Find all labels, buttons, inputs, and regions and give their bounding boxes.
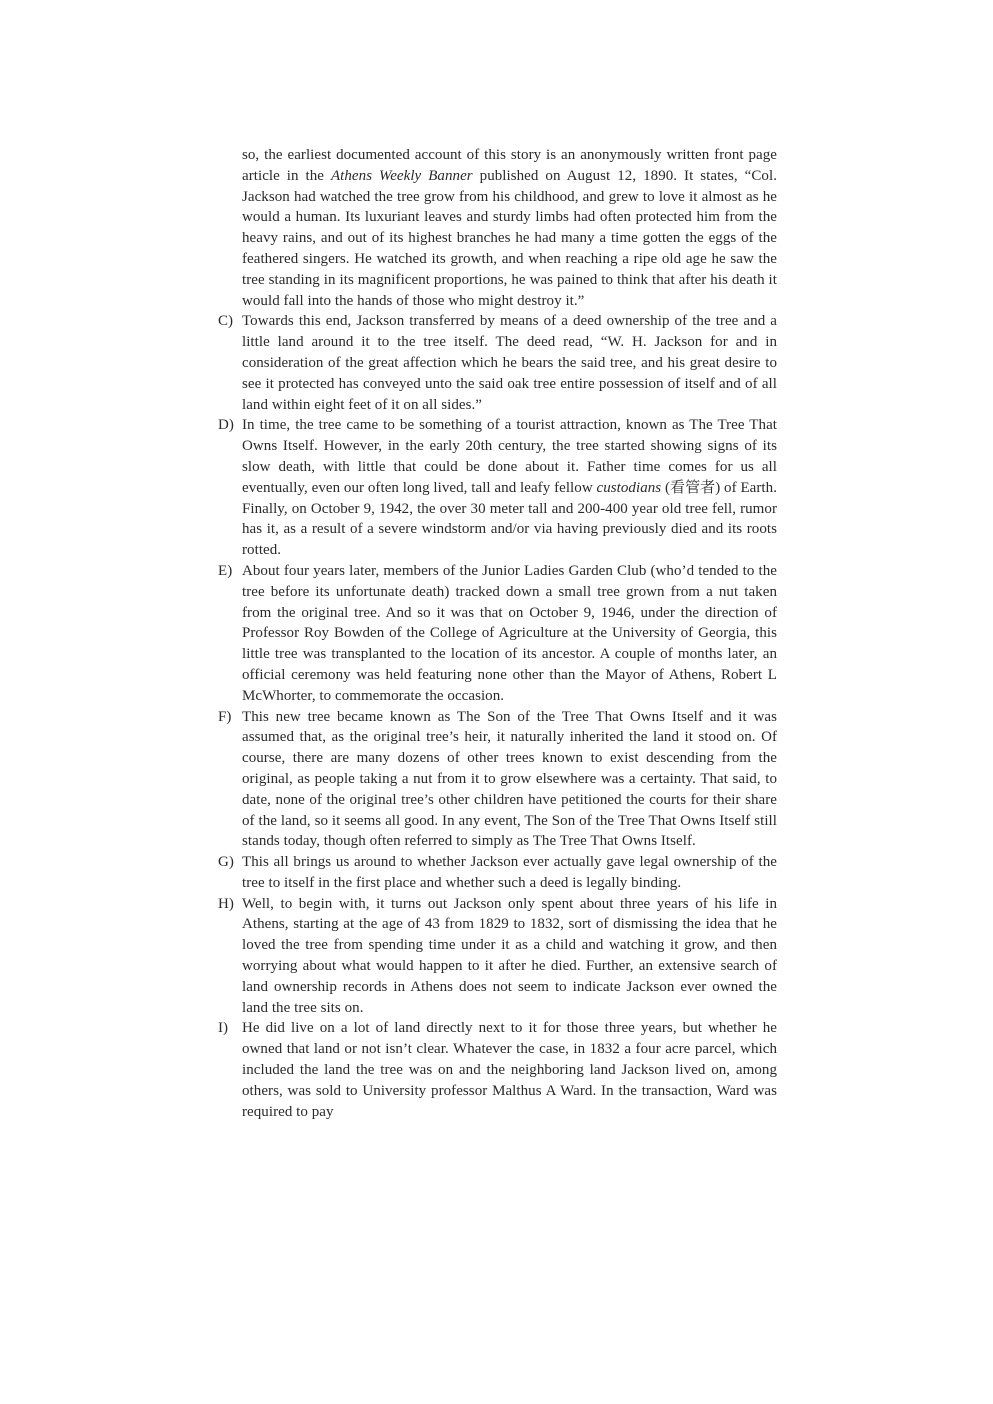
- paragraph-text: [242, 854, 777, 891]
- body-text: so, the earliest documented account of this story is an anonymously written front page article in the: [242, 147, 777, 184]
- passage: [218, 145, 777, 1122]
- paragraph-i: [218, 1018, 777, 1122]
- body-text: About four years later, members of the Junior Ladies Garden Club (who’d tended to the tree before its unfortunate death) tracked down a small tree grown from a nut taken from the original tree. And so it was that on October 9, 1946, under the direction of Professor Roy Bowden of the College of Agriculture at the University of Georgia, this little tree was transplanted to the location of its ancestor. A couple of months later, an official ceremony was held featuring none other than the Mayor of Athens, Robert L McWhorter, to commemorate the occasion.: [242, 562, 777, 704]
- paragraph-label: E): [218, 562, 233, 579]
- paragraph-text: [242, 147, 777, 309]
- body-text: published on August 12, 1890. It states, “Col. Jackson had watched the tree grow from his childhood, and grew to love it almost as he would a human. Its luxuriant leaves and sturdy limbs had often protected him from the heavy rains, and out of its highest branches he had many a time gotten the eggs of the feathered singers. He watched its growth, and when reaching a ripe old age he saw the tree standing in its magnificent proportions, he was pained to think that after his death it would fall into the hands of those who might destroy it.”: [242, 167, 777, 309]
- paragraph-d: [218, 415, 777, 561]
- paragraph-label: G): [218, 854, 234, 871]
- paragraph-label: F): [218, 708, 232, 725]
- italic-text: Athens Weekly Banner: [330, 167, 473, 184]
- paragraph-g: [218, 852, 777, 894]
- paragraph-label: I): [218, 1020, 229, 1037]
- paragraph-label: H): [218, 895, 234, 912]
- paragraph-text: [242, 417, 777, 558]
- paragraph-text: [242, 896, 777, 1016]
- paragraph-label: C): [218, 313, 234, 330]
- paragraph-text: [242, 709, 777, 850]
- body-text: This all brings us around to whether Jackson ever actually gave legal ownership of the tree to itself in the first place and whether such a deed is legally binding.: [242, 854, 777, 891]
- paragraph-label: D): [218, 417, 234, 434]
- paragraph-text: [242, 563, 777, 704]
- body-text: He did live on a lot of land directly next to it for those three years, but whether he owned that land or not isn’t clear. Whatever the case, in 1832 a four acre parcel, which included the land the tree was on and the neighboring land Jackson lived on, among others, was sold to University professor Malthus A Ward. In the transaction, Ward was required to pay: [242, 1020, 777, 1120]
- paragraph-e: [218, 561, 777, 707]
- paragraph-f: [218, 707, 777, 853]
- paragraph-c: [218, 311, 777, 415]
- paragraph-text: [242, 313, 777, 412]
- body-text: Towards this end, Jackson transferred by means of a deed ownership of the tree and a little land around it to the tree itself. The deed read, “W. H. Jackson for and in consideration of the great affection which he bears the said tree, and his great desire to see it protected has conveyed unto the said oak tree entire possession of itself and of all land within eight feet of it on all sides.”: [242, 313, 777, 413]
- body-text: In time, the tree came to be something of a tourist attraction, known as The Tree That Owns Itself. However, in the early 20th century, the tree started showing signs of its slow death, with little that could be done about it. Father time comes for us all eventually, even our often long lived, tall and leafy fellow: [242, 417, 777, 496]
- body-text: (看管者) of Earth. Finally, on October 9, 1942, the over 30 meter tall and 200-400 year old tree fell, rumor has it, as a result of a severe windstorm and/or via having previously died and its roots rotted.: [242, 479, 777, 559]
- body-text: This new tree became known as The Son of the Tree That Owns Itself and it was assumed that, as the original tree’s heir, it naturally inherited the land it stood on. Of course, there are many dozens of other trees known to exist descending from the original, as people taking a nut from it to grow elsewhere was a certainty. That said, to date, none of the original tree’s other children have petitioned the courts for their share of the land, so it seems all good. In any event, The Son of the Tree That Owns Itself still stands today, though often referred to simply as The Tree That Owns Itself.: [242, 708, 777, 850]
- body-text: Well, to begin with, it turns out Jackson only spent about three years of his life in Athens, starting at the age of 43 from 1829 to 1832, sort of dismissing the idea that he loved the tree from spending time under it as a child and watching it grow, and then worrying about what would happen to it after he died. Further, an extensive search of land ownership records in Athens does not seem to indicate Jackson ever owned the land the tree sits on.: [242, 895, 777, 1016]
- paragraph-text: [242, 1020, 777, 1119]
- paragraph-h: [218, 894, 777, 1019]
- italic-text: custodians: [596, 479, 662, 496]
- paragraph-intro: [218, 145, 777, 311]
